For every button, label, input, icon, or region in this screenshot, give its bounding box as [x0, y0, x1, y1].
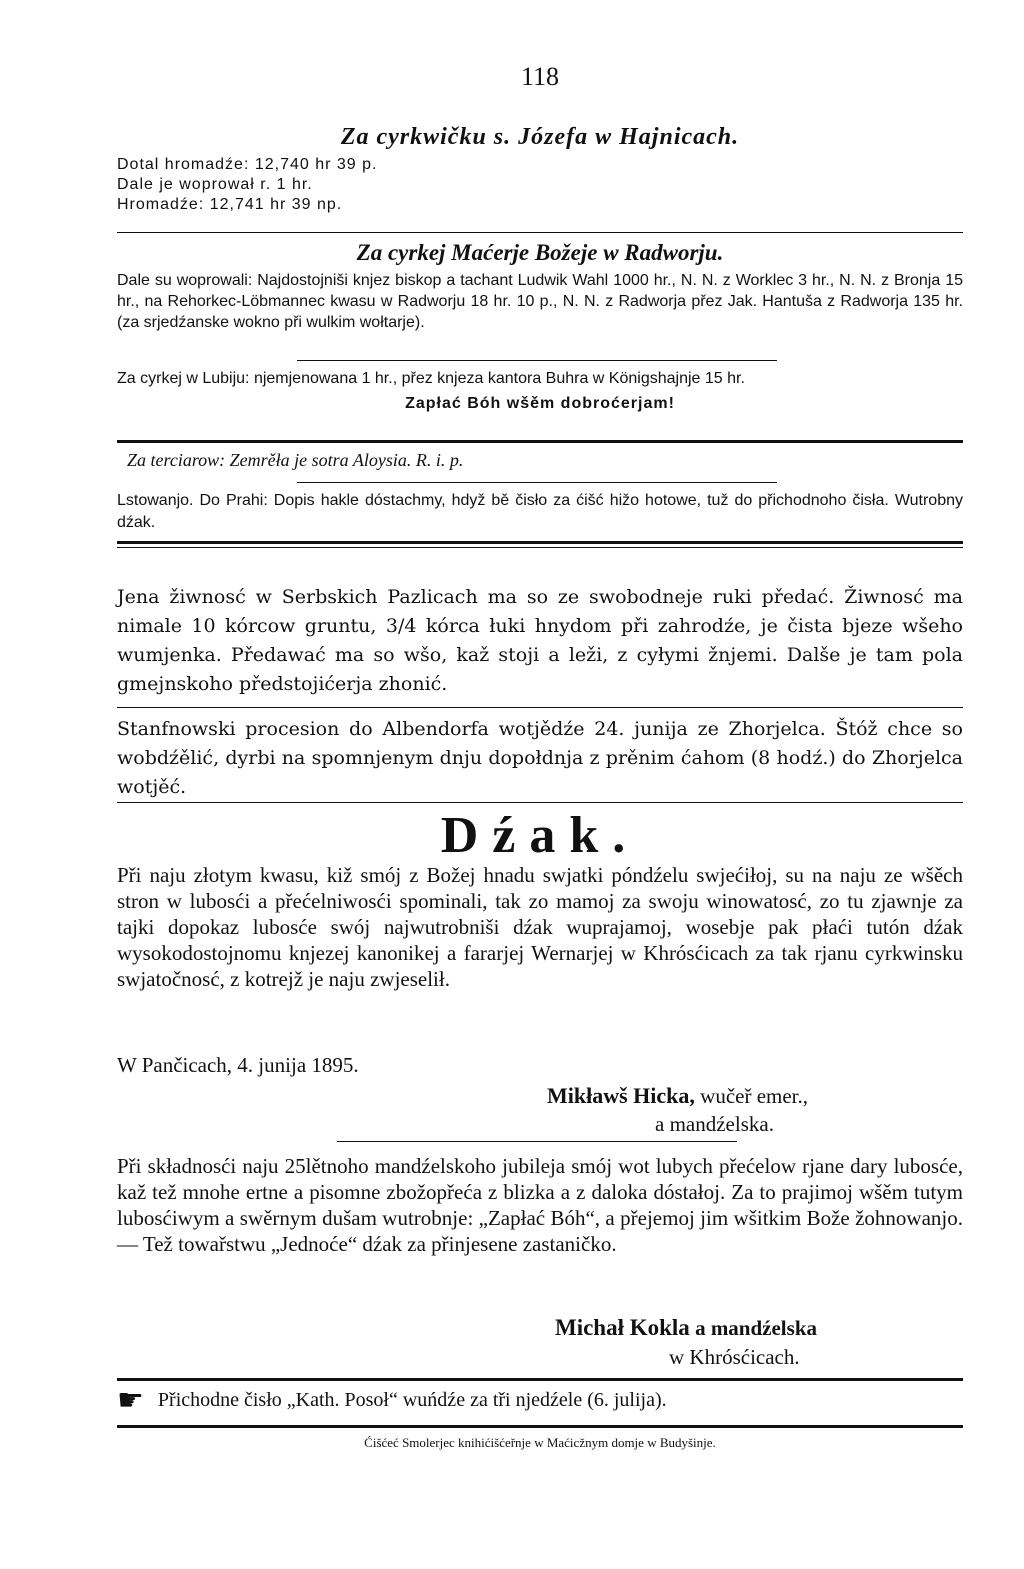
section-lstowanjo: Lstowanjo. Do Prahi: Dopis hakle dóstachmy, hdyž bě čisło za ćišć hižo hotowe, tuž do přichodnoho čisła. Wutrobny dźak.: [117, 492, 963, 531]
divider: [117, 232, 963, 233]
dzak-paragraph-1: Při naju złotym kwasu, kiž smój z Božej hnadu swjatki póndźelu swjećiłoj, su na naju ze wšěch stron w lubosći a přećelniwosći spominali, tak zo mamoj za swoju winowatosć, zo tu zjawnje za tajki dopokaz lubosće swój najwutrobniši dźak wuprajamoj, wosebje pak płaći tutón dźak wysokodostojnomu knjezej kanonikej a fararjej Wernarjej w Khrósćicach za tak rjanu cyrkwinsku swjatočnosć, z kotrejž je naju zwjeselił.: [117, 863, 963, 991]
divider: [117, 802, 963, 803]
place-date: W Pančicach, 4. junija 1895.: [117, 1053, 359, 1077]
page-number: 118: [520, 62, 560, 91]
procession-notice: Stanfnowski procesion do Albendorfa wotjědźe 24. junija ze Zhorjelca. Štóž chce so wobdźělić, dyrbi na spomnjenym dnju dopołdnja z prěnim ćahom (8 hodź.) do Zhorjelca wotjěć.: [117, 718, 963, 798]
divider: [117, 440, 963, 443]
next-issue-notice: [117, 1383, 963, 1418]
notice-text: Přichodne čisło „Kath. Posoł“ wuńdźe za tři njedźele (6. julija).: [157, 1389, 667, 1411]
divider: [117, 547, 963, 548]
paragraph: Dale su woprowali: Najdostojniši knjez biskop a tachant Ludwik Wahl 1000 hr., N. N. z Worklec 3 hr., N. N. z Bronja 15 hr., na Rehorkec-Löbmannec kwasu w Radworju 18 hr. 10 p., N. N. z Radworja přez Jak. Hantuša z Radworja 135 hr. (za srjedźanske wokno při wulkim wołtarje).: [117, 272, 963, 331]
line: Dotal hromadźe: 12,740 hr 39 p.: [117, 156, 378, 173]
divider: [117, 541, 963, 544]
signer-rest: a mandźelska: [695, 1316, 817, 1340]
signature-1-wife: a mandźelska.: [655, 1112, 774, 1136]
signature-2: [555, 1315, 817, 1341]
divider: [117, 1378, 963, 1381]
divider: [297, 482, 777, 483]
section-radwor: [117, 240, 963, 333]
dzak-paragraph-2: Při składnosći naju 25lětnoho mandźelskoho jubileja smój wot lubych přećelow rjane dary lubosće, kaž tež mnohe ertne a pisomne zbožopřeća z blizka a z daloka dóstałoj. Za to prajimoj wšěm tutym lubosćiwym a swěrnym dušam wutrobnje: „Zapłać Bóh“, a přejemoj jim wšitkim Bože žohnowanjo. — Tež towařstwu „Jednoće“ dźak za přinjesene zastaničko.: [117, 1154, 963, 1256]
paragraph: Za cyrkej w Lubiju: njemjenowana 1 hr., přez knjeza kantora Buhra w Königshajnje 15 hr.: [117, 370, 745, 387]
section-title: Za cyrkwičku s. Józefa w Hajnicach.: [340, 124, 740, 150]
section-hajnicy: [117, 124, 963, 215]
line: Hromadźe: 12,741 hr 39 np.: [117, 196, 343, 213]
signer-name: Michał Kokla: [555, 1315, 690, 1340]
section-title: Za cyrkej Maćerje Božeje w Radworju.: [356, 240, 724, 265]
signer-role: wučeř emer.,: [700, 1084, 809, 1108]
divider: [337, 1141, 737, 1142]
divider: [297, 360, 777, 361]
thanks-line: Zapłać Bóh wšěm dobroćerjam!: [405, 395, 675, 412]
signature-1: [547, 1083, 808, 1109]
divider: [117, 707, 963, 708]
section-lubij: [117, 368, 963, 413]
signature-2-place: w Khrósćicach.: [669, 1345, 800, 1369]
line: Dale je woprował r. 1 hr.: [117, 176, 313, 193]
dzak-heading: Dźak.: [440, 807, 640, 864]
pointing-hand-icon: ☛: [117, 1384, 144, 1417]
signer-name: Mikławš Hicka,: [547, 1083, 695, 1108]
printer-footer: Ćišćeć Smolerjec knihićišćeřnje w Maćicžnym domje w Budyšinje.: [364, 1435, 716, 1450]
divider: [117, 1425, 963, 1428]
advert-ziwnosc: Jena žiwnosć w Serbskich Pazlicach ma so ze swobodneje ruki předać. Žiwnosć ma nimale 10 kórcow gruntu, 3/4 kórca łuki hnydom při zahrodźe, je čista bjeze wšeho wumjenka. Předawać ma so wšo, kaž stoji a leži, z cyłymi žnjemi. Dalše je tam pola gmejnskoho předstojićerja zhonić.: [117, 586, 963, 695]
section-terciary: Za terciarow: Zemrěła je sotra Aloysia. R. i. p.: [127, 450, 464, 470]
